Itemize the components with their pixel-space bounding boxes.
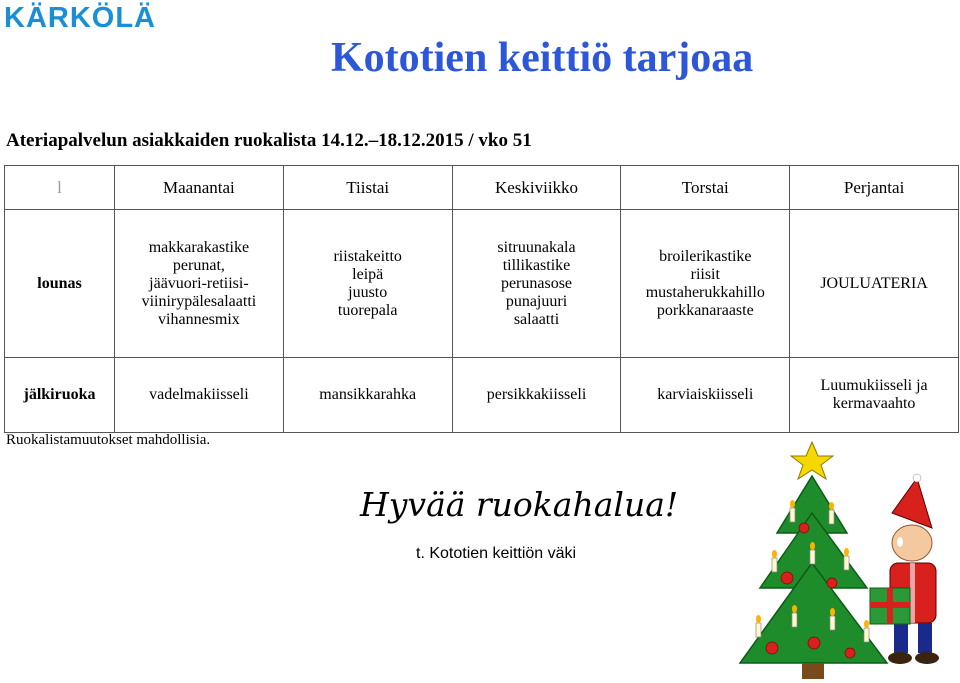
lunch-cell <box>790 210 959 358</box>
menu-line: salaatti <box>513 310 560 328</box>
dessert-label: jälkiruoka <box>5 358 115 433</box>
table-header-row <box>5 166 959 210</box>
dessert-cell <box>115 358 284 433</box>
karkola-logo: KÄRKÖLÄ <box>4 2 156 34</box>
menu-table <box>4 165 959 433</box>
dessert-cell <box>790 358 959 433</box>
menu-line: mansikkarahka <box>319 386 417 403</box>
menu-line: persikkakiisseli <box>486 386 587 403</box>
menu-line: riistakeitto <box>333 247 402 265</box>
menu-line: punajuuri <box>505 292 568 310</box>
tree-trunk <box>802 663 824 679</box>
menu-line: perunasose <box>500 274 573 292</box>
menu-line: makkarakastike <box>148 238 250 256</box>
menu-line: leipä <box>352 265 384 283</box>
lunch-cell <box>283 210 452 358</box>
menu-line: riisit <box>690 265 720 283</box>
menu-line: tuorepala <box>337 301 398 319</box>
lunch-cell <box>115 210 284 358</box>
menu-line: JOULUATERIA <box>820 274 928 292</box>
menu-line: mustaherukkahillo <box>645 283 765 301</box>
lunch-cell <box>452 210 621 358</box>
page-title: Kototien keittiö tarjoaa <box>331 35 754 81</box>
menu-line: vihannesmix <box>158 310 240 328</box>
corner-cell: l <box>5 166 115 210</box>
dessert-row <box>5 358 959 433</box>
menu-line: broilerikastike <box>659 247 752 265</box>
elf-figure <box>888 474 939 664</box>
menu-line: porkkanaraaste <box>656 301 754 319</box>
menu-line: tillikastike <box>502 256 571 274</box>
lunch-label: lounas <box>5 210 115 358</box>
christmas-tree-illustration <box>732 438 958 682</box>
lunch-cell <box>621 210 790 358</box>
menu-line: vadelmakiisseli <box>149 386 249 403</box>
lunch-row <box>5 210 959 358</box>
menu-line: perunat, <box>172 256 225 274</box>
dessert-cell <box>452 358 621 433</box>
greeting: Hyvää ruokahalua! <box>360 485 679 524</box>
star-icon <box>791 442 833 479</box>
day-header: Torstai <box>621 166 790 210</box>
signature: t. Kototien keittiön väki <box>416 545 577 562</box>
menu-line: Luumukiisseli ja <box>820 377 928 394</box>
menu-subtitle: Ateriapalvelun asiakkaiden ruokalista 14.12.–18.12.2015 / vko 51 <box>6 130 532 151</box>
day-header: Tiistai <box>283 166 452 210</box>
day-header: Keskiviikko <box>452 166 621 210</box>
menu-line: jäävuori-retiisi- <box>149 274 249 292</box>
day-header: Maanantai <box>115 166 284 210</box>
menu-line: karviaiskiisseli <box>657 386 754 403</box>
menu-line: sitruunakala <box>497 238 576 256</box>
changes-note: Ruokalistamuutokset mahdollisia. <box>6 432 211 448</box>
menu-line: kermavaahto <box>832 395 916 412</box>
menu-line: viinirypälesalaatti <box>141 292 257 310</box>
day-header: Perjantai <box>790 166 959 210</box>
menu-line: juusto <box>348 283 388 301</box>
dessert-cell <box>283 358 452 433</box>
gift-box-icon <box>870 588 910 624</box>
dessert-cell <box>621 358 790 433</box>
